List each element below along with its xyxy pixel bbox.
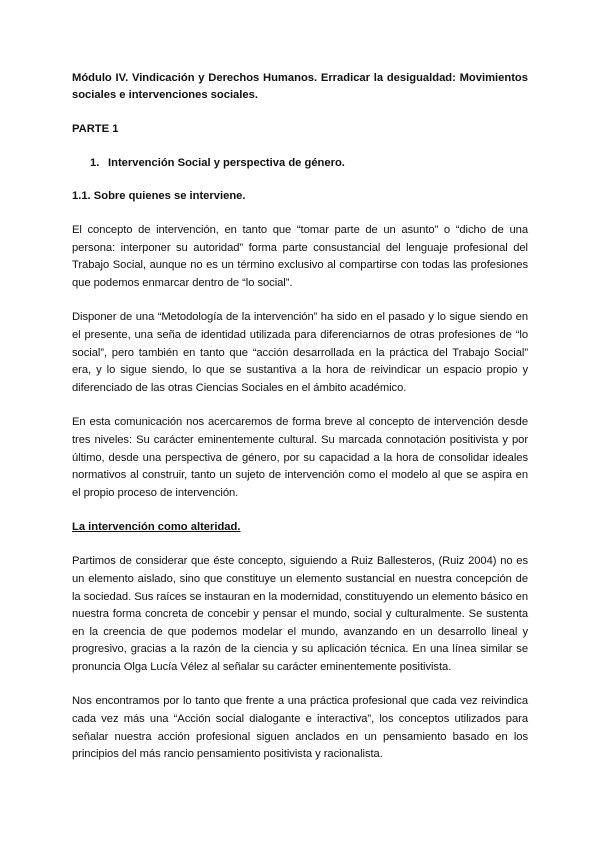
part-label: PARTE 1 [72, 123, 119, 135]
paragraph: Nos encontramos por lo tanto que frente a una práctica profesional que cada vez reivindica cada vez más una “Acción social dialogante e interactiva”, los conceptos utilizados para señalar nuestra acción profesional siguen anclados en un pensamiento basado en los principios del más rancio pensamiento positivista y racionalista. [72, 695, 528, 761]
subsection-heading: 1.1. Sobre quienes se interviene. [72, 190, 246, 202]
section-number: 1. [90, 157, 100, 169]
section-title: Intervención Social y perspectiva de género. [108, 157, 345, 169]
alterity-heading: La intervención como alteridad. [72, 521, 241, 534]
paragraph: En esta comunicación nos acercaremos de forma breve al concepto de intervención desde tres niveles: Su carácter eminentemente cultural. Su marcada connotación positivista y por último, desde una perspectiva de género, por su capacidad a la hora de consolidar ideales normativos al construir, tanto un sujeto de intervención como el modelo al que se aspira en el propio proceso de intervención. [72, 416, 528, 499]
document-title: Módulo IV. Vindicación y Derechos Humanos. Erradicar la desigualdad: Movimientos sociales e intervenciones sociales. [72, 72, 528, 101]
paragraph: Disponer de una “Metodología de la intervención” ha sido en el pasado y lo sigue siendo en el presente, una seña de identidad utilizada para diferenciarnos de otras profesiones de “lo social”, pero también en tanto que “acción desarrollada en la práctica del Trabajo Social” era, y lo sigue siendo, lo que se sustantiva a la hora de reivindicar un espacio propio y diferenciado de las otras Ciencias Sociales en el ámbito académico. [72, 311, 528, 394]
section-heading [90, 155, 528, 172]
paragraph: El concepto de intervención, en tanto que “tomar parte de un asunto” o “dicho de una persona: interponer su autoridad” forma parte consustancial del lenguaje profesional del Trabajo Social, aunque no es un término exclusivo al compartirse con todas las profesiones que podemos enmarcar dentro de “lo social”. [72, 224, 528, 289]
paragraph: Partimos de considerar que éste concepto, siguiendo a Ruiz Ballesteros, (Ruiz 2004) no es un elemento aislado, sino que constituye un elemento sustancial en nuestra concepción de la sociedad. Sus raíces se instauran en la modernidad, constituyendo un elemento básico en nuestra forma concreta de concebir y pensar el mundo, social y culturalmente. Se sustenta en la creencia de que podemos modelar el mundo, avanzando en un desarrollo lineal y progresivo, gracias a la razón de la ciencia y su aplicación técnica. En una línea similar se pronuncia Olga Lucía Vélez al señalar su carácter eminentemente positivista. [72, 555, 528, 673]
